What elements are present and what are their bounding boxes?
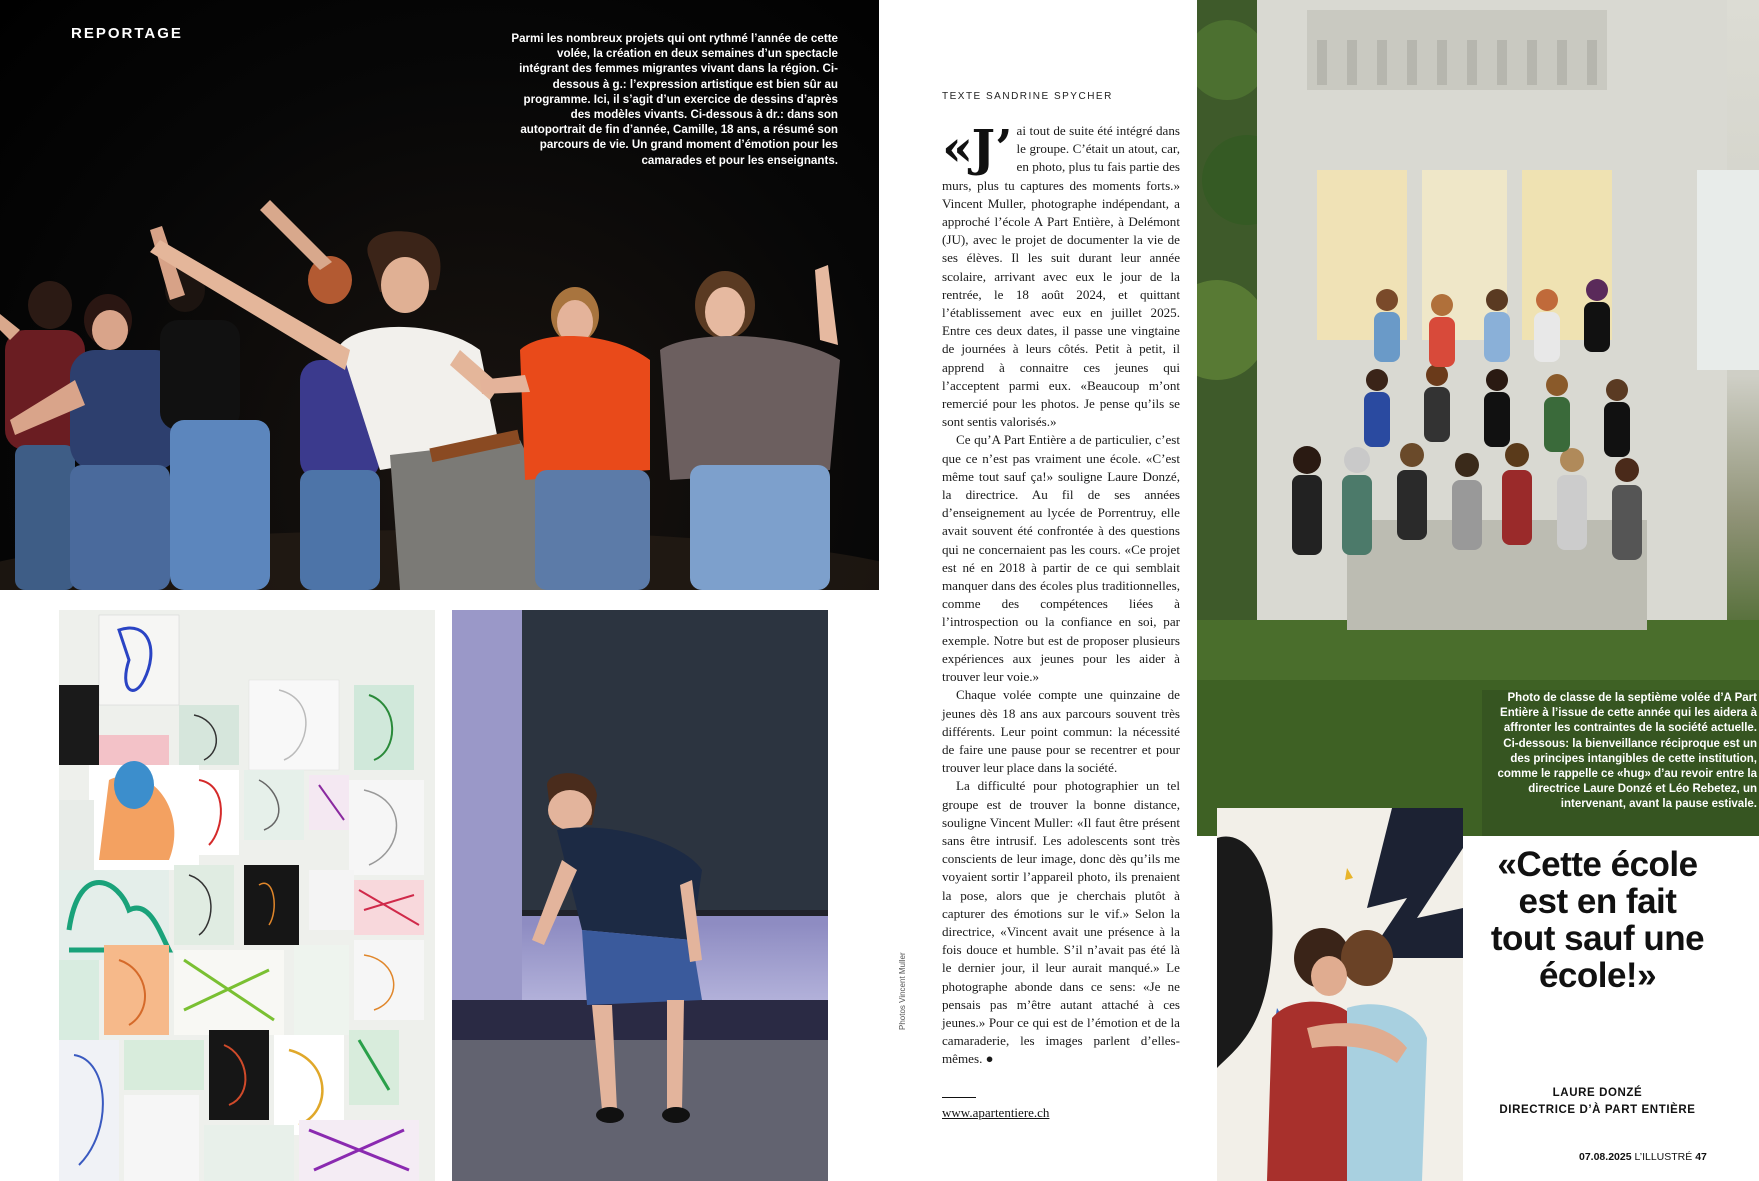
issue-date: 07.08.2025 bbox=[1579, 1151, 1632, 1163]
page-number: 47 bbox=[1695, 1151, 1707, 1163]
magazine-name: L’ILLUSTRÉ bbox=[1634, 1151, 1693, 1163]
photo-credit: Photos Vincent Muller bbox=[898, 952, 907, 1030]
article-paragraph: Ce qu’A Part Entière a de particulier, c’est que ce n’est pas vraiment une école. «C’est même tout sauf ça!» souligne Laure Donzé, la directrice. Au fil de ses années d’enseignement au lycée de Porrentruy, elle avait souvent été confrontée à des questions qui ne concernaient pas les cours. «Ce projet est né en 2018 à partir de ce qui semblait manquer dans des écoles plus traditionnelles, comme des compétences liées à l’introspection ou la confiance en soi, par exemple. Notre but est de proposer plusieurs expériences aux jeunes pour les aider à trouver leur voie.» bbox=[942, 432, 1180, 685]
self-portrait-photo bbox=[452, 610, 828, 1181]
drawings-illustration bbox=[59, 610, 435, 1181]
page-folio bbox=[1579, 1151, 1707, 1163]
article-paragraph: La difficulté pour photographier un tel groupe est de trouver la bonne distance, souligne Vincent Muller: «Il faut être présent sans être intrusif. Les adolescents sont très conscients de leur image, donc dès qu’ils me voyaient sortir l’appareil photo, ils prenaient la pose, alors que je cherchais plutôt à capturer des émotions sur le vif.» Selon la directrice, «Vincent avait une présence à la fois douce et humble. S’il n’avait pas été là le dernier jour, il leur aurait manqué.» Le photographe abonde dans ce sens: «Je ne pensais pas m’être autant attaché à ces jeunes.» Pour ce qui est de l’émotion et de la camaraderie, les images parlent d’elles-mêmes. ● bbox=[942, 778, 1180, 1067]
hug-photo bbox=[1217, 808, 1463, 1181]
website-link[interactable]: www.apartentiere.ch bbox=[942, 1105, 1050, 1120]
hug-illustration bbox=[1217, 808, 1463, 1181]
quote-attribution bbox=[1490, 1085, 1705, 1119]
quote-author-title: DIRECTRICE D’À PART ENTIÈRE bbox=[1499, 1104, 1696, 1116]
top-photo-caption: Parmi les nombreux projets qui ont rythmé l’année de cette volée, la création en deux semaines d’un spectacle intégrant des femmes migrantes vivant dans la région. Ci-dessous à g.: l’expression artistique est bien sûr au programme. Ici, il s’agit d’un exercice de dessins d’après des modèles vivants. Ci-dessous à dr.: dans son autoportrait de fin d’année, Camille, 18 ans, a résumé son parcours de vie. Un grand moment d’émotion pour les camarades et pour les enseignants. bbox=[511, 32, 838, 167]
article-paragraph bbox=[942, 118, 1180, 431]
self-portrait-illustration bbox=[452, 610, 828, 1181]
pull-quote: «Cette école est en fait tout sauf une école!» bbox=[1490, 845, 1705, 995]
byline: TEXTE SANDRINE SPYCHER bbox=[942, 91, 1113, 102]
article-paragraph-text: ai tout de suite été intégré dans le groupe. C’était un atout, car, en photo, plus tu fais partie des murs, plus tu captures des moments forts.» Vincent Muller, photographe indépendant, a approché l’école A Part Entière, à Delémont (JU), avec le projet de documenter la vie de ses élèves. Il les suit durant leur année scolaire, arrivant avec eux le jour de la rentrée, le 18 août 2024, et quittant l’établissement avec eux en juillet 2025. Entre ces deux dates, il passe une vingtaine de journées à leurs côtés. Petit à petit, il apprend à connaitre ces jeunes qui l’acceptent parmi eux. «Beaucoup m’ont remercié pour les photos. Je pense qu’ils se sont sentis valorisés.» bbox=[942, 123, 1180, 430]
drawings-photo bbox=[59, 610, 435, 1181]
quote-author-name: LAURE DONZÉ bbox=[1552, 1087, 1643, 1099]
article-body bbox=[942, 118, 1180, 1069]
section-label: REPORTAGE bbox=[71, 25, 183, 42]
website-divider bbox=[942, 1097, 976, 1098]
article-paragraph: Chaque volée compte une quinzaine de jeunes dès 18 ans aux parcours souvent très différents. Leur point commun: la nécessité de faire une pause pour se recentrer et pour trouver leur place dans la société. bbox=[942, 687, 1180, 776]
drop-cap: «J’ bbox=[942, 118, 1013, 177]
class-photo-caption: Photo de classe de la septième volée d’A Part Entière à l’issue de cette année qui les aidera à affronter les contraintes de la société actuelle. Ci-dessous: la bienveillance réciproque est un des principes intangibles de cette institution, comme le rappelle ce «hug» d’au revoir entre la directrice Laure Donzé et Léo Rebetez, un intervenant, avant la pause estivale. bbox=[1497, 692, 1757, 811]
